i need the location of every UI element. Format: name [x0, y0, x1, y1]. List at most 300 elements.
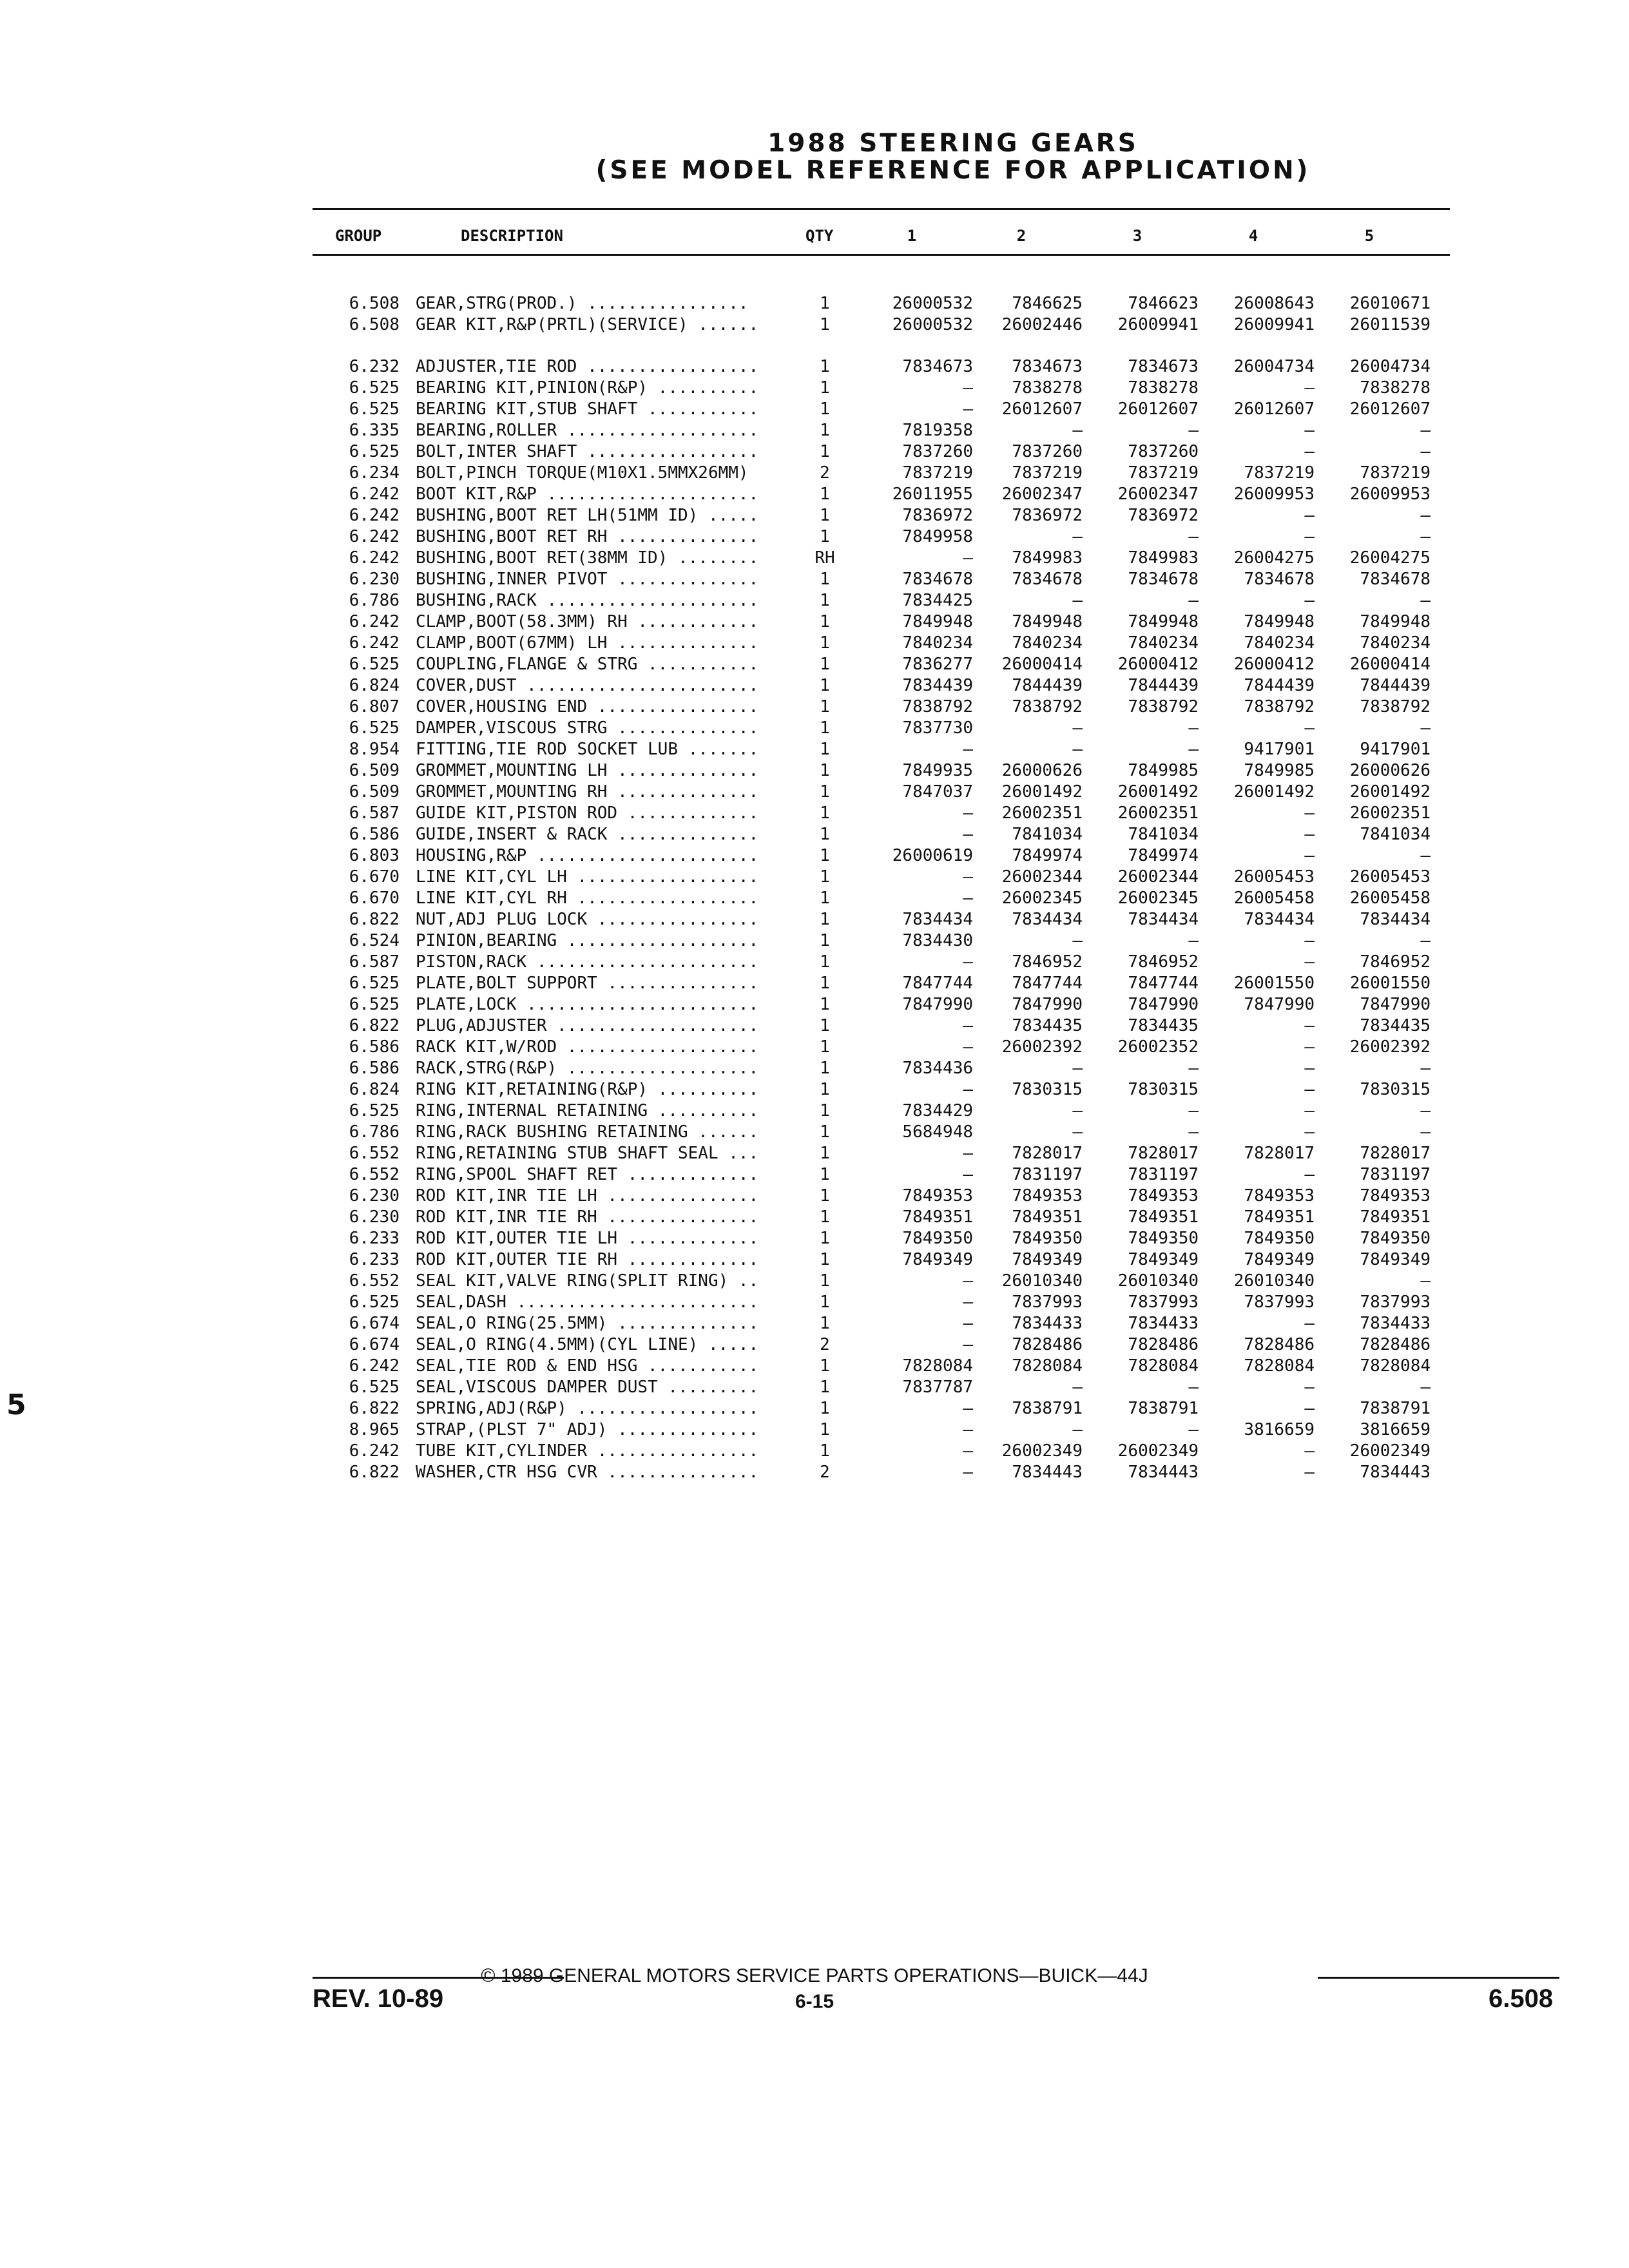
part-number: 7834434: [1128, 910, 1199, 929]
part-number: 7828486: [1128, 1335, 1199, 1354]
part-description: ADJUSTER,TIE ROD .................: [416, 357, 759, 376]
part-number: 7849948: [902, 612, 973, 631]
part-number: 7828017: [1244, 1144, 1315, 1163]
group-number: 6.242: [349, 1356, 400, 1376]
part-number: 7838791: [1012, 1399, 1083, 1418]
table-row: [0, 1313, 1629, 1334]
part-number: —: [1188, 591, 1199, 610]
part-number: —: [1072, 1101, 1083, 1120]
quantity: 1: [820, 612, 830, 631]
part-number: —: [1304, 1378, 1315, 1397]
part-number: —: [963, 1463, 973, 1482]
part-number: 26001492: [1001, 782, 1083, 802]
part-number: 7837993: [1128, 1293, 1199, 1312]
quantity: 2: [820, 463, 830, 483]
part-number: 7837730: [902, 718, 973, 738]
part-description: RING,RACK BUSHING RETAINING ......: [416, 1122, 759, 1142]
group-number: 6.586: [349, 1037, 400, 1057]
group-number: 6.230: [349, 1186, 400, 1206]
part-number: 26005453: [1349, 867, 1431, 887]
part-number: —: [1072, 931, 1083, 950]
part-number: 26000626: [1349, 761, 1431, 780]
quantity: 1: [820, 1399, 830, 1418]
group-number: 6.242: [349, 548, 400, 568]
quantity: 1: [820, 1144, 830, 1163]
group-number: 6.786: [349, 591, 400, 610]
group-number: 6.807: [349, 697, 400, 716]
part-description: ROD KIT,INR TIE LH ...............: [416, 1186, 759, 1206]
part-description: BUSHING,RACK .....................: [416, 591, 759, 610]
part-description: BEARING KIT,PINION(R&P) ..........: [416, 378, 759, 398]
table-row: [0, 909, 1629, 930]
part-number: 7834436: [902, 1059, 973, 1078]
quantity: 1: [820, 421, 830, 440]
part-number: 7849935: [902, 761, 973, 780]
part-number: 7828084: [902, 1356, 973, 1376]
table-row: [0, 845, 1629, 867]
quantity: 1: [820, 570, 830, 589]
group-number: 6.232: [349, 357, 400, 376]
part-number: 26010340: [1117, 1271, 1199, 1291]
part-number: 26002351: [1001, 803, 1083, 823]
part-number: —: [1420, 846, 1431, 865]
part-number: —: [963, 1399, 973, 1418]
part-number: —: [1304, 1016, 1315, 1035]
part-number: —: [963, 1080, 973, 1099]
quantity: 1: [820, 889, 830, 908]
table-row: [0, 1122, 1629, 1143]
table-row: [0, 994, 1629, 1015]
quantity: 1: [820, 1080, 830, 1099]
part-number: —: [963, 548, 973, 568]
table-row: [0, 441, 1629, 463]
part-number: 7840234: [1012, 633, 1083, 653]
part-description: BOLT,PINCH TORQUE(M10X1.5MMX26MM): [416, 463, 749, 483]
part-number: 26004734: [1233, 357, 1315, 376]
part-number: —: [1188, 740, 1199, 759]
col-header-3: 3: [1132, 227, 1142, 245]
part-number: —: [963, 1271, 973, 1291]
table-row: [0, 1271, 1629, 1292]
part-number: 7828486: [1244, 1335, 1315, 1354]
part-number: 26000412: [1117, 655, 1199, 674]
part-number: —: [1304, 1080, 1315, 1099]
part-number: 7830315: [1360, 1080, 1431, 1099]
group-number: 6.822: [349, 1399, 400, 1418]
group-number: 6.525: [349, 995, 400, 1014]
part-number: —: [1304, 1463, 1315, 1482]
table-row: [0, 1398, 1629, 1419]
table-row: [0, 824, 1629, 845]
group-number: 6.587: [349, 803, 400, 823]
part-number: 7836972: [1128, 506, 1199, 525]
part-number: 7830315: [1128, 1080, 1199, 1099]
quantity: 1: [820, 931, 830, 950]
part-description: BEARING,ROLLER ...................: [416, 421, 759, 440]
part-description: LINE KIT,CYL LH ..................: [416, 867, 759, 887]
part-description: BEARING KIT,STUB SHAFT ...........: [416, 399, 759, 419]
col-header-1: 1: [907, 227, 917, 245]
group-number: 6.230: [349, 570, 400, 589]
group-number: 6.525: [349, 378, 400, 398]
part-number: 26000532: [892, 294, 973, 313]
table-row: [0, 1292, 1629, 1313]
group-number: 6.242: [349, 612, 400, 631]
table-row: [0, 293, 1629, 314]
group-number: 6.674: [349, 1314, 400, 1333]
part-description: DAMPER,VISCOUS STRG ..............: [416, 718, 759, 738]
part-description: BUSHING,BOOT RET RH ..............: [416, 527, 759, 546]
part-description: GEAR,STRG(PROD.) ................: [416, 294, 749, 313]
group-number: 6.525: [349, 655, 400, 674]
part-number: 7849353: [1244, 1186, 1315, 1206]
table-row: [0, 1377, 1629, 1398]
table-row: [0, 1015, 1629, 1037]
part-number: —: [1304, 952, 1315, 972]
part-number: 7847037: [902, 782, 973, 802]
part-description: RING,SPOOL SHAFT RET .............: [416, 1165, 759, 1184]
part-number: 26009941: [1117, 315, 1199, 334]
part-description: WASHER,CTR HSG CVR ...............: [416, 1463, 759, 1482]
col-header-2: 2: [1016, 227, 1027, 245]
part-number: 7834673: [1012, 357, 1083, 376]
part-number: 26002347: [1117, 485, 1199, 504]
part-number: 7819358: [902, 421, 973, 440]
group-number: 6.525: [349, 399, 400, 419]
part-number: 26002347: [1001, 485, 1083, 504]
part-number: 26000412: [1233, 655, 1315, 674]
quantity: 1: [820, 1207, 830, 1227]
quantity: RH: [815, 548, 835, 568]
group-number: 6.824: [349, 676, 400, 695]
part-description: STRAP,(PLST 7" ADJ) ..............: [416, 1420, 759, 1439]
group-number: 6.509: [349, 782, 400, 802]
part-description: PLATE,BOLT SUPPORT ...............: [416, 974, 759, 993]
part-number: —: [1188, 718, 1199, 738]
table-row: [0, 1356, 1629, 1377]
part-number: 26005458: [1349, 889, 1431, 908]
table-row: [0, 1079, 1629, 1100]
table-row: [0, 1143, 1629, 1164]
part-number: —: [1420, 1378, 1431, 1397]
part-number: —: [1188, 931, 1199, 950]
part-number: 7838792: [1244, 697, 1315, 716]
part-number: 7828017: [1360, 1144, 1431, 1163]
part-number: 7834435: [1360, 1016, 1431, 1035]
part-number: 26011539: [1349, 315, 1431, 334]
quantity: 2: [820, 1463, 830, 1482]
group-number: 6.525: [349, 718, 400, 738]
part-number: —: [1304, 378, 1315, 398]
group-number: 6.242: [349, 527, 400, 546]
part-number: —: [1188, 1420, 1199, 1439]
part-number: 7834434: [902, 910, 973, 929]
part-number: 7834434: [1012, 910, 1083, 929]
group-number: 8.954: [349, 740, 400, 759]
part-number: 26000532: [892, 315, 973, 334]
part-number: 7838791: [1360, 1399, 1431, 1418]
table-row: [0, 930, 1629, 952]
part-number: —: [1420, 442, 1431, 461]
table-row: [0, 654, 1629, 675]
part-number: —: [1304, 1122, 1315, 1142]
table-row: [0, 675, 1629, 697]
part-number: 7840234: [1244, 633, 1315, 653]
part-number: 7849983: [1128, 548, 1199, 568]
part-number: 7849958: [902, 527, 973, 546]
part-description: TUBE KIT,CYLINDER ................: [416, 1441, 759, 1461]
group-number: 6.230: [349, 1207, 400, 1227]
quantity: 1: [820, 676, 830, 695]
part-number: 7846623: [1128, 294, 1199, 313]
table-row: [0, 463, 1629, 484]
part-number: —: [963, 399, 973, 419]
table-row: [0, 314, 1629, 336]
part-number: 26010340: [1001, 1271, 1083, 1291]
part-number: 26008643: [1233, 294, 1315, 313]
part-number: —: [1420, 1101, 1431, 1120]
part-description: ROD KIT,OUTER TIE RH .............: [416, 1250, 759, 1269]
part-number: 7849349: [1244, 1250, 1315, 1269]
part-description: GROMMET,MOUNTING RH ..............: [416, 782, 759, 802]
part-number: 26002344: [1001, 867, 1083, 887]
part-number: 7849349: [902, 1250, 973, 1269]
part-number: 7849948: [1244, 612, 1315, 631]
page-number: 6-15: [795, 1991, 834, 2012]
table-row: [0, 1037, 1629, 1058]
part-description: GUIDE,INSERT & RACK ..............: [416, 825, 759, 844]
quantity: 1: [820, 1122, 830, 1142]
part-number: —: [1304, 442, 1315, 461]
part-number: 26001492: [1233, 782, 1315, 802]
part-number: 7837260: [1128, 442, 1199, 461]
part-number: 7847744: [1128, 974, 1199, 993]
part-number: 7849353: [1012, 1186, 1083, 1206]
part-description: RING,RETAINING STUB SHAFT SEAL ...: [416, 1144, 759, 1163]
table-row: [0, 718, 1629, 739]
table-row: [0, 1441, 1629, 1462]
part-number: —: [963, 1165, 973, 1184]
group-number: 6.525: [349, 442, 400, 461]
table-row: [0, 1207, 1629, 1228]
page-title: 1988 STEERING GEARS: [767, 129, 1139, 158]
part-number: 26012607: [1349, 399, 1431, 419]
part-number: 26012607: [1001, 399, 1083, 419]
table-row: [0, 1249, 1629, 1271]
table-row: [0, 952, 1629, 973]
part-number: 26002345: [1001, 889, 1083, 908]
group-number: 6.822: [349, 910, 400, 929]
part-number: —: [963, 1144, 973, 1163]
part-number: 26002351: [1117, 803, 1199, 823]
part-number: 26001492: [1349, 782, 1431, 802]
part-number: —: [1420, 506, 1431, 525]
part-number: 7841034: [1128, 825, 1199, 844]
group-number: 6.508: [349, 294, 400, 313]
quantity: 1: [820, 1314, 830, 1333]
part-number: 7834678: [902, 570, 973, 589]
part-number: 26010340: [1233, 1271, 1315, 1291]
part-number: 7828486: [1360, 1335, 1431, 1354]
part-number: 26004275: [1233, 548, 1315, 568]
part-number: 7846625: [1012, 294, 1083, 313]
part-number: 7838278: [1360, 378, 1431, 398]
group-number: 6.822: [349, 1016, 400, 1035]
table-row: [0, 760, 1629, 782]
part-number: 26001492: [1117, 782, 1199, 802]
part-number: 7838278: [1128, 378, 1199, 398]
part-description: RING,INTERNAL RETAINING ..........: [416, 1101, 759, 1120]
group-number: 6.335: [349, 421, 400, 440]
table-row: [0, 1058, 1629, 1079]
table-row: [0, 1334, 1629, 1356]
group-number: 6.586: [349, 1059, 400, 1078]
part-number: —: [963, 740, 973, 759]
group-number: 6.670: [349, 889, 400, 908]
part-number: 9417901: [1244, 740, 1315, 759]
part-number: —: [1304, 1314, 1315, 1333]
part-number: 7837219: [1128, 463, 1199, 483]
part-description: RACK,STRG(R&P) ...................: [416, 1059, 759, 1078]
part-number: 7841034: [1012, 825, 1083, 844]
part-number: —: [1072, 1420, 1083, 1439]
part-number: —: [1420, 931, 1431, 950]
part-number: —: [1072, 740, 1083, 759]
group-number: 6.786: [349, 1122, 400, 1142]
part-number: 26002446: [1001, 315, 1083, 334]
part-description: RING KIT,RETAINING(R&P) ..........: [416, 1080, 759, 1099]
part-number: —: [963, 1335, 973, 1354]
part-number: 7847990: [1128, 995, 1199, 1014]
col-header-description: DESCRIPTION: [461, 227, 563, 245]
part-number: 26012607: [1117, 399, 1199, 419]
part-number: 3816659: [1244, 1420, 1315, 1439]
group-number: 8.965: [349, 1420, 400, 1439]
part-number: 7834434: [1244, 910, 1315, 929]
part-number: 7849351: [1012, 1207, 1083, 1227]
part-description: SPRING,ADJ(R&P) ..................: [416, 1399, 759, 1418]
part-number: 7834425: [902, 591, 973, 610]
part-number: 7849351: [1244, 1207, 1315, 1227]
part-number: —: [1304, 1101, 1315, 1120]
part-number: 26011955: [892, 485, 973, 504]
part-number: 7828084: [1244, 1356, 1315, 1376]
part-number: 7849350: [1128, 1229, 1199, 1248]
part-number: 7834678: [1360, 570, 1431, 589]
part-number: —: [1420, 421, 1431, 440]
part-number: —: [1420, 718, 1431, 738]
part-number: 7849350: [1360, 1229, 1431, 1248]
part-number: 7840234: [902, 633, 973, 653]
part-number: 26002349: [1349, 1441, 1431, 1461]
quantity: 1: [820, 315, 830, 334]
part-number: 7834439: [902, 676, 973, 695]
part-number: 7834678: [1128, 570, 1199, 589]
part-number: 7849350: [1012, 1229, 1083, 1248]
part-number: 26005453: [1233, 867, 1315, 887]
quantity: 1: [820, 1165, 830, 1184]
part-description: NUT,ADJ PLUG LOCK ................: [416, 910, 759, 929]
group-number: 6.524: [349, 931, 400, 950]
part-number: 26002392: [1001, 1037, 1083, 1057]
part-number: —: [1304, 591, 1315, 610]
part-number: 26002351: [1349, 803, 1431, 823]
part-number: 26002349: [1117, 1441, 1199, 1461]
quantity: 2: [820, 1335, 830, 1354]
part-number: 7828084: [1012, 1356, 1083, 1376]
group-number: 6.242: [349, 485, 400, 504]
table-row: [0, 867, 1629, 888]
part-number: —: [1304, 803, 1315, 823]
part-number: 3816659: [1360, 1420, 1431, 1439]
part-number: 7849349: [1128, 1250, 1199, 1269]
part-number: —: [1188, 1378, 1199, 1397]
table-row: [0, 973, 1629, 994]
part-number: 7849351: [1128, 1207, 1199, 1227]
table-row: [0, 739, 1629, 760]
part-number: —: [1420, 527, 1431, 546]
part-description: BUSHING,INNER PIVOT ..............: [416, 570, 759, 589]
quantity: 1: [820, 399, 830, 419]
group-number: 6.233: [349, 1250, 400, 1269]
group-number: 6.587: [349, 952, 400, 972]
part-number: 7834678: [1244, 570, 1315, 589]
quantity: 1: [820, 995, 830, 1014]
part-description: FITTING,TIE ROD SOCKET LUB .......: [416, 740, 759, 759]
part-description: GUIDE KIT,PISTON ROD .............: [416, 803, 759, 823]
quantity: 1: [820, 442, 830, 461]
part-description: LINE KIT,CYL RH ..................: [416, 889, 759, 908]
quantity: 1: [820, 1378, 830, 1397]
part-number: 7834443: [1012, 1463, 1083, 1482]
part-number: —: [1420, 1059, 1431, 1078]
part-number: 7828017: [1128, 1144, 1199, 1163]
part-number: —: [1072, 591, 1083, 610]
quantity: 1: [820, 952, 830, 972]
quantity: 1: [820, 633, 830, 653]
part-description: SEAL,O RING(4.5MM)(CYL LINE) .....: [416, 1335, 759, 1354]
part-number: —: [1072, 1122, 1083, 1142]
part-number: 26009941: [1233, 315, 1315, 334]
part-number: 7828486: [1012, 1335, 1083, 1354]
table-row: [0, 803, 1629, 824]
part-number: 7838792: [1012, 697, 1083, 716]
table-row: [0, 782, 1629, 803]
part-number: 26002345: [1117, 889, 1199, 908]
part-description: PLATE,LOCK .......................: [416, 995, 759, 1014]
part-number: —: [1304, 506, 1315, 525]
part-number: 7837993: [1244, 1293, 1315, 1312]
part-number: —: [963, 1293, 973, 1312]
quantity: 1: [820, 1059, 830, 1078]
part-number: 7834433: [1128, 1314, 1199, 1333]
part-number: 26004734: [1349, 357, 1431, 376]
table-row: [0, 505, 1629, 526]
part-number: 7837993: [1360, 1293, 1431, 1312]
quantity: 1: [820, 1037, 830, 1057]
part-number: 7847990: [1012, 995, 1083, 1014]
part-description: CLAMP,BOOT(58.3MM) RH ............: [416, 612, 759, 631]
part-number: 7847990: [902, 995, 973, 1014]
part-number: 26009953: [1349, 485, 1431, 504]
group-number: 6.552: [349, 1165, 400, 1184]
part-number: 7828084: [1360, 1356, 1431, 1376]
part-number: —: [1304, 1441, 1315, 1461]
part-number: 7849948: [1360, 612, 1431, 631]
col-header-4: 4: [1248, 227, 1258, 245]
part-number: —: [963, 1314, 973, 1333]
part-number: 7837219: [902, 463, 973, 483]
